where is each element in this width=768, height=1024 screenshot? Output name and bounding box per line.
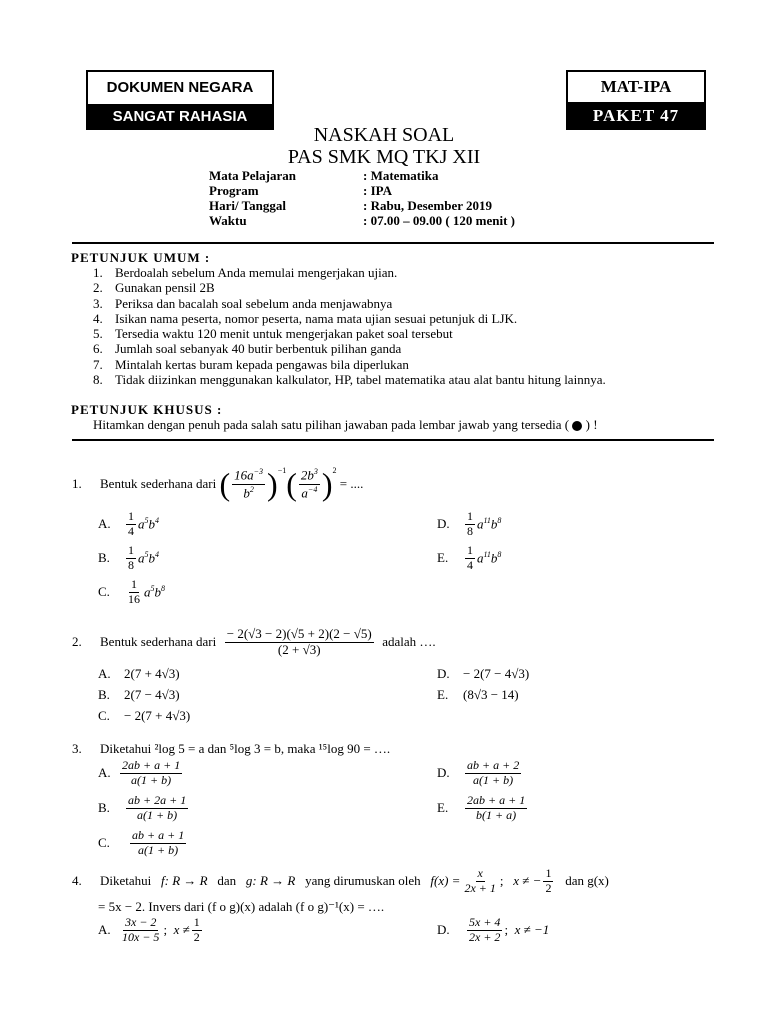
option-c: C. − 2(7 + 4√3) bbox=[98, 708, 191, 723]
option-d: D. $\frac{ab + a + 2}{a(1 + b)}$ bbox=[437, 757, 520, 787]
list-item: 4. Isikan nama peserta, nomor peserta, nama mata ujian sesuai petunjuk di LJK. bbox=[93, 310, 518, 326]
dokumen-negara-box bbox=[86, 70, 274, 106]
option-d: D. − 2(7 − 4√3) bbox=[437, 666, 530, 681]
question-2: 2. Bentuk sederhana dari $\frac{- 2(√3 - 2)(√5 + 2)(2 - √5)}{(2 + √3)}$ adalah …. bbox=[72, 625, 436, 657]
info-value: : Matematika bbox=[363, 168, 439, 183]
list-item: 1. Berdoalah sebelum Anda memulai mengerjakan ujian. bbox=[93, 265, 398, 280]
filled-circle-icon bbox=[572, 421, 582, 431]
question-1: 1. Bentuk sederhana dari ( $\frac{16a^{-3}}{b^2}$ ) $^{-1}$ ( $\frac{2b^3}{a^{-4}}$ ) $^2$ = .... bbox=[72, 466, 364, 502]
option-c: C. $\frac{1}{16}$ $a^5b^8$ bbox=[98, 576, 165, 606]
option-b: B. $\frac{ab + 2a + 1}{a(1 + b)}$ bbox=[98, 792, 187, 822]
option-d: D. $\frac{1}{8}$ $a^{11}b^8$ bbox=[437, 508, 502, 538]
question-3: 3. Diketahui ²log 5 = a dan ⁵log 3 = b, maka ¹⁵log 90 = …. bbox=[72, 741, 391, 756]
info-value: : 07.00 – 09.00 ( 120 menit ) bbox=[363, 213, 516, 228]
info-label: Hari/ Tanggal bbox=[209, 198, 286, 213]
mat-ipa-text: MAT-IPA bbox=[600, 77, 672, 96]
info-value: : IPA bbox=[363, 183, 393, 198]
list-item: 2. Gunakan pensil 2B bbox=[93, 280, 215, 296]
dokumen-negara-text: DOKUMEN NEGARA bbox=[106, 79, 254, 96]
info-value: : Rabu, Desember 2019 bbox=[363, 198, 493, 213]
petunjuk-khusus-text: Hitamkan dengan penuh pada salah satu pilihan jawaban pada lembar jawab yang tersedia ( ) ! bbox=[93, 417, 598, 432]
title-line-2: PAS SMK MQ TKJ XII bbox=[287, 146, 481, 168]
question-4: 4. Diketahui f: R → R dan g: R → R yang dirumuskan oleh f(x) = $\frac{x}{2x + 1}$ ; x ≠ − $\frac{1}{2}$ dan g(x) bbox=[72, 865, 609, 895]
list-item: 5. Tersedia waktu 120 menit untuk mengerjakan paket soal tersebut bbox=[93, 326, 453, 342]
divider bbox=[72, 439, 714, 441]
option-d: D. $\frac{5x + 4}{2x + 2}$ ; x ≠ −1 bbox=[437, 914, 550, 944]
info-label: Waktu bbox=[209, 213, 247, 228]
option-a: A. $\frac{2ab + a + 1}{a(1 + b)}$ bbox=[98, 757, 181, 787]
option-a: A. $\frac{1}{4}$ $a^5b^4$ bbox=[98, 508, 159, 538]
info-table bbox=[209, 168, 515, 228]
list-item: 8. Tidak diizinkan menggunakan kalkulator, HP, tabel matematika atau alat bantu hitung lainnya. bbox=[93, 372, 606, 388]
mat-ipa-box bbox=[566, 70, 706, 104]
title-line-1: NASKAH SOAL bbox=[313, 124, 455, 146]
option-b: B. 2(7 − 4√3) bbox=[98, 687, 180, 702]
petunjuk-khusus-heading: PETUNJUK KHUSUS : bbox=[71, 402, 223, 417]
sangat-rahasia-text: SANGAT RAHASIA bbox=[112, 108, 248, 125]
info-label: Program bbox=[209, 183, 259, 198]
option-e: E. $\frac{1}{4}$ $a^{11}b^8$ bbox=[437, 542, 502, 572]
petunjuk-umum-heading: PETUNJUK UMUM : bbox=[71, 250, 211, 265]
paket-text: PAKET 47 bbox=[592, 106, 680, 125]
option-c: C. $\frac{ab + a + 1}{a(1 + b)}$ bbox=[98, 827, 185, 857]
list-item: 3. Periksa dan bacalah soal sebelum anda menjawabnya bbox=[93, 295, 393, 311]
option-e: E. $\frac{2ab + a + 1}{b(1 + a)}$ bbox=[437, 792, 526, 822]
info-label: Mata Pelajaran bbox=[209, 168, 297, 183]
option-a: A. $\frac{3x - 2}{10x - 5}$ ; x ≠ $\frac{1}{2}$ bbox=[98, 914, 200, 944]
petunjuk-umum-list bbox=[93, 265, 606, 387]
question-4-line-2: = 5x − 2. Invers dari (f o g)(x) adalah (f o g)⁻¹(x) = …. bbox=[98, 899, 385, 914]
list-item: 7. Mintalah kertas buram kepada pengawas bila diperlukan bbox=[93, 356, 409, 372]
divider bbox=[72, 242, 714, 244]
option-e: E. (8√3 − 14) bbox=[437, 687, 519, 702]
list-item: 6. Jumlah soal sebanyak 40 butir berbentuk pilihan ganda bbox=[93, 341, 402, 357]
option-b: B. $\frac{1}{8}$ $a^5b^4$ bbox=[98, 542, 159, 572]
option-a: A. 2(7 + 4√3) bbox=[98, 666, 180, 681]
